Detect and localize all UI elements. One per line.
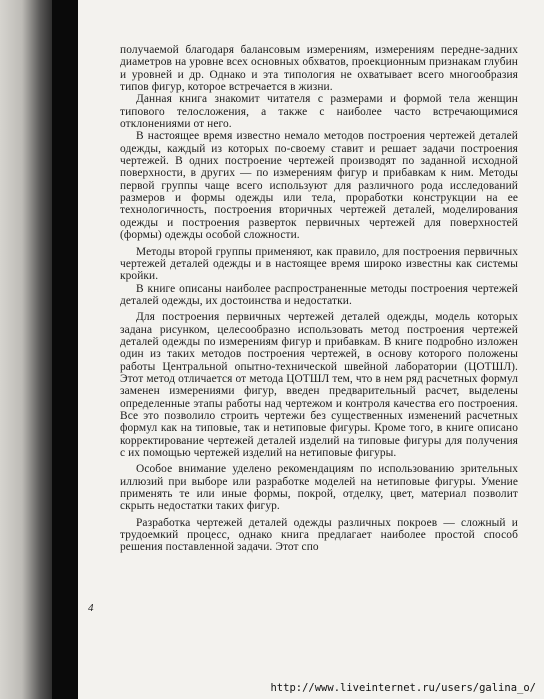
source-watermark: http://www.liveinternet.ru/users/galina_o/ xyxy=(270,682,536,694)
book-page xyxy=(78,0,544,699)
paragraph: Для построения первичных чертежей деталей одежды, модель которых задана рисунком, целесообразно использовать метод построения чертежей деталей одежды по измерениям фигур и прибавкам. В книге подробно изложен один из таких методов построения чертежей, в основу которого положены работы Центральной опытно-технической швейной лаборатории (ЦОТШЛ). Этот метод отличается от метода ЦОТШЛ тем, что в нем ряд расчетных формул заменен измерениями фигур, введен предварительный расчет, выделены определенные этапы работы над чертежом и контроля качества его построения. Все это позволило строить чертежи без существенных изменений расчетных формул как на типовые, так и нетиповые фигуры. Кроме того, в книге описано корректирование чертежей деталей изделий на типовые фигуры для получения с их помощью чертежей изделий на нетиповые фигуры. xyxy=(120,311,518,459)
paragraph: Методы второй группы применяют, как правило, для построения первичных чертежей деталей одежды и в настоящее время широко известны как системы кройки. xyxy=(120,245,518,283)
page-body-text xyxy=(120,44,518,554)
paragraph: получаемой благодаря балансовым измерениям, измерениям передне-задних диаметров на уровне всех основных обхватов, проекционным признакам глубин и уровней и др. Однако и эта типология не охватывает всего многообразия типов фигур, которое встречается в жизни. xyxy=(120,44,518,94)
scan-binding-shadow xyxy=(0,0,78,699)
paragraph: В книге описаны наиболее распространенные методы построения чертежей деталей одежды, их достоинства и недостатки. xyxy=(120,282,518,307)
paragraph: Разработка чертежей деталей одежды различных покроев — сложный и трудоемкий процесс, однако книга предлагает наиболее простой способ решения поставленной задачи. Этот спо xyxy=(120,516,518,554)
paragraph: Особое внимание уделено рекомендациям по использованию зрительных иллюзий при выборе или разработке моделей на нетиповые фигуры. Умение применять те или иные формы, покрой, отделку, цвет, материал позволит скрыть недостатки таких фигур. xyxy=(120,463,518,513)
paragraph: Данная книга знакомит читателя с размерами и формой тела женщин типового телосложения, а также с наиболее часто встречающимися отклонениями от него. xyxy=(120,93,518,131)
page-number: 4 xyxy=(88,602,94,614)
paragraph: В настоящее время известно немало методов построения чертежей деталей одежды, каждый из которых по-своему ставит и решает задачи построения чертежей. В одних построение чертежей производят по заданной исходной поверхности, в других — по измерениям фигур и прибавкам к ним. Методы первой группы чаще всего используют для различного рода исследований размеров и формы одежды или тела, проработки конструкции на ее технологичность, построения вторичных чертежей деталей, моделирования одежды и построения разверток первичных чертежей для поверхностей (формы) одежды особой сложности. xyxy=(120,130,518,242)
